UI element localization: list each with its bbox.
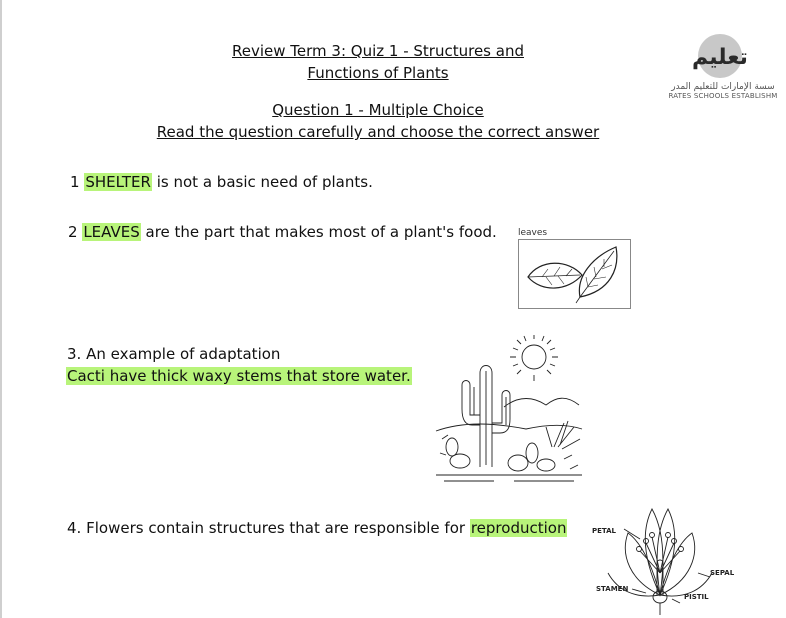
question-2-number: 2	[68, 223, 78, 241]
question-heading: Question 1 - Multiple Choice	[272, 101, 484, 119]
logo-english-caption: RATES SCHOOLS ESTABLISHM	[668, 92, 778, 100]
question-3-text: An example of adaptation	[86, 345, 281, 363]
leaves-image	[518, 239, 631, 309]
quiz-title-line-1: Review Term 3: Quiz 1 - Structures and	[232, 42, 524, 60]
flower-label-sepal: SEPAL	[710, 569, 735, 577]
question-4-number: 4.	[67, 519, 82, 537]
quiz-title-line-2: Functions of Plants	[307, 64, 449, 82]
logo-arabic-caption: سسة الإمارات للتعليم المدر	[671, 82, 775, 92]
question-1-text: is not a basic need of plants.	[156, 173, 373, 191]
instructions: Read the question carefully and choose the correct answer	[156, 123, 600, 141]
question-2-answer: LEAVES	[83, 223, 140, 241]
question-4-text: Flowers contain structures that are responsible for	[86, 519, 466, 537]
question-1	[70, 171, 373, 193]
question-4	[67, 517, 567, 539]
leaves-image-label: leaves	[518, 228, 548, 238]
flower-label-petal: PETAL	[592, 527, 617, 535]
question-3-number: 3.	[67, 345, 82, 363]
flower-diagram	[590, 503, 750, 615]
question-4-answer: reproduction	[470, 519, 567, 537]
logo-arabic-word: تعليم	[692, 45, 748, 70]
question-3-answer: Cacti have thick waxy stems that store water.	[67, 367, 411, 385]
question-2-text: are the part that makes most of a plant's food.	[145, 223, 497, 241]
question-2	[68, 221, 497, 243]
question-3-answer-line	[66, 365, 412, 387]
page-left-edge	[0, 0, 2, 618]
flower-label-stamen: STAMEN	[596, 585, 629, 593]
flower-label-pistil: PISTIL	[684, 593, 709, 601]
question-1-answer: SHELTER	[85, 173, 151, 191]
cactus-desert-image	[434, 335, 584, 485]
question-3-prompt	[67, 343, 280, 365]
question-1-number: 1	[70, 173, 80, 191]
